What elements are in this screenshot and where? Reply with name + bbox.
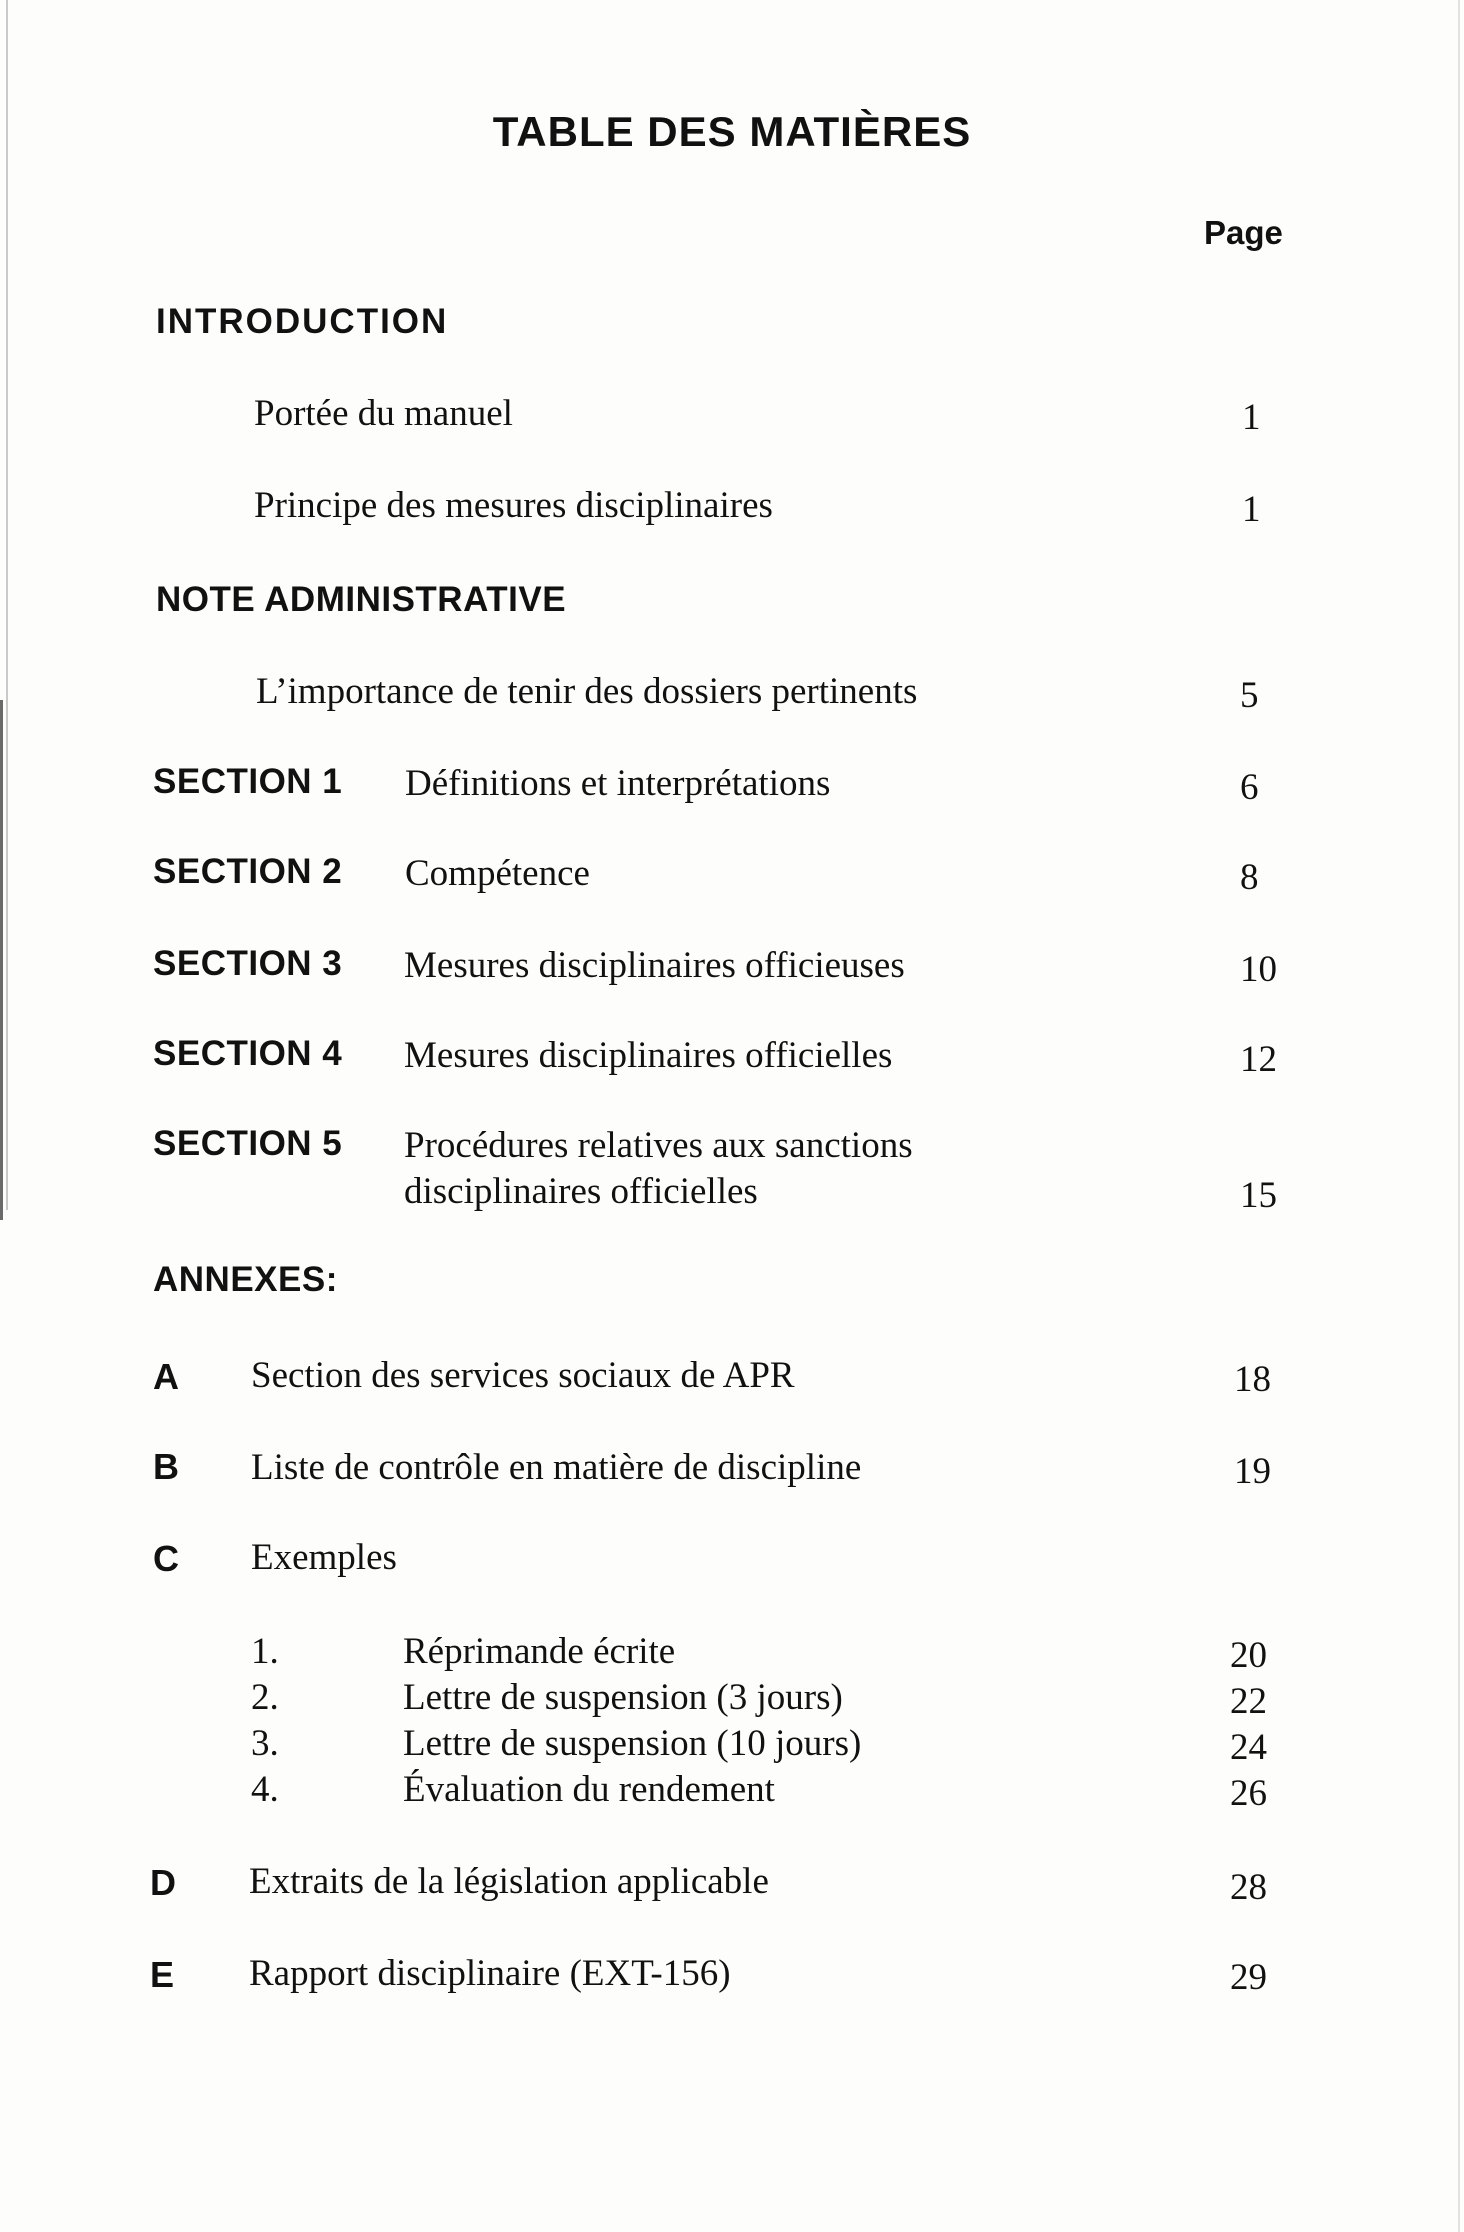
- annex-c-title: Exemples: [251, 1537, 397, 1578]
- annex-d-page: 28: [1230, 1867, 1267, 1908]
- scan-edge-right: [1458, 0, 1460, 2232]
- toc-entry-principe: Principe des mesures disciplinaires: [254, 485, 773, 526]
- annex-d-title: Extraits de la législation applicable: [249, 1861, 769, 1902]
- toc-page-importance: 5: [1240, 675, 1259, 716]
- section-2-page: 8: [1240, 857, 1259, 898]
- example-4-title: Évaluation du rendement: [403, 1769, 775, 1810]
- annex-d-letter: D: [150, 1862, 176, 1903]
- annexes-heading: ANNEXES:: [153, 1260, 338, 1299]
- scan-edge-line: [6, 0, 8, 1210]
- example-1-page: 20: [1230, 1635, 1267, 1676]
- scan-edge-shadow: [0, 700, 3, 1220]
- example-3-page: 24: [1230, 1727, 1267, 1768]
- toc-page-principe: 1: [1242, 489, 1261, 530]
- page-column-header: Page: [1204, 214, 1283, 251]
- section-3-title: Mesures disciplinaires officieuses: [404, 945, 905, 986]
- section-2-label: SECTION 2: [153, 852, 343, 891]
- example-3-num: 3.: [251, 1723, 279, 1764]
- section-1-page: 6: [1240, 767, 1259, 808]
- section-4-page: 12: [1240, 1039, 1277, 1080]
- annex-b-page: 19: [1234, 1451, 1271, 1492]
- example-1-title: Réprimande écrite: [403, 1631, 676, 1672]
- toc-page-portee: 1: [1242, 397, 1261, 438]
- introduction-heading: INTRODUCTION: [156, 302, 449, 341]
- section-2-title: Compétence: [405, 853, 590, 894]
- section-5-title-line1: Procédures relatives aux sanctions: [404, 1125, 913, 1166]
- section-5-title-line2: disciplinaires officielles: [404, 1171, 758, 1212]
- annex-a-letter: A: [153, 1356, 179, 1397]
- annex-c-letter: C: [153, 1538, 179, 1579]
- annex-b-letter: B: [153, 1446, 179, 1487]
- page-title: TABLE DES MATIÈRES: [492, 108, 972, 155]
- note-administrative-heading: NOTE ADMINISTRATIVE: [156, 580, 567, 619]
- example-2-page: 22: [1230, 1681, 1267, 1722]
- section-1-title: Définitions et interprétations: [405, 763, 831, 804]
- section-1-label: SECTION 1: [153, 762, 343, 801]
- section-3-label: SECTION 3: [153, 944, 343, 983]
- example-4-page: 26: [1230, 1773, 1267, 1814]
- example-2-title: Lettre de suspension (3 jours): [403, 1677, 843, 1718]
- section-4-label: SECTION 4: [153, 1034, 343, 1073]
- toc-entry-portee: Portée du manuel: [254, 393, 513, 434]
- example-1-num: 1.: [251, 1631, 279, 1672]
- annex-e-letter: E: [150, 1954, 175, 1995]
- annex-a-page: 18: [1234, 1359, 1271, 1400]
- example-4-num: 4.: [251, 1769, 279, 1810]
- example-3-title: Lettre de suspension (10 jours): [403, 1723, 862, 1764]
- section-4-title: Mesures disciplinaires officielles: [404, 1035, 893, 1076]
- annex-a-title: Section des services sociaux de APR: [251, 1355, 795, 1396]
- annex-e-title: Rapport disciplinaire (EXT-156): [249, 1953, 731, 1994]
- section-3-page: 10: [1240, 949, 1277, 990]
- annex-e-page: 29: [1230, 1957, 1267, 1998]
- section-5-page: 15: [1240, 1175, 1277, 1216]
- annex-b-title: Liste de contrôle en matière de discipline: [251, 1447, 862, 1488]
- example-2-num: 2.: [251, 1677, 279, 1718]
- section-5-label: SECTION 5: [153, 1124, 343, 1163]
- toc-entry-importance: L’importance de tenir des dossiers pertinents: [256, 671, 918, 712]
